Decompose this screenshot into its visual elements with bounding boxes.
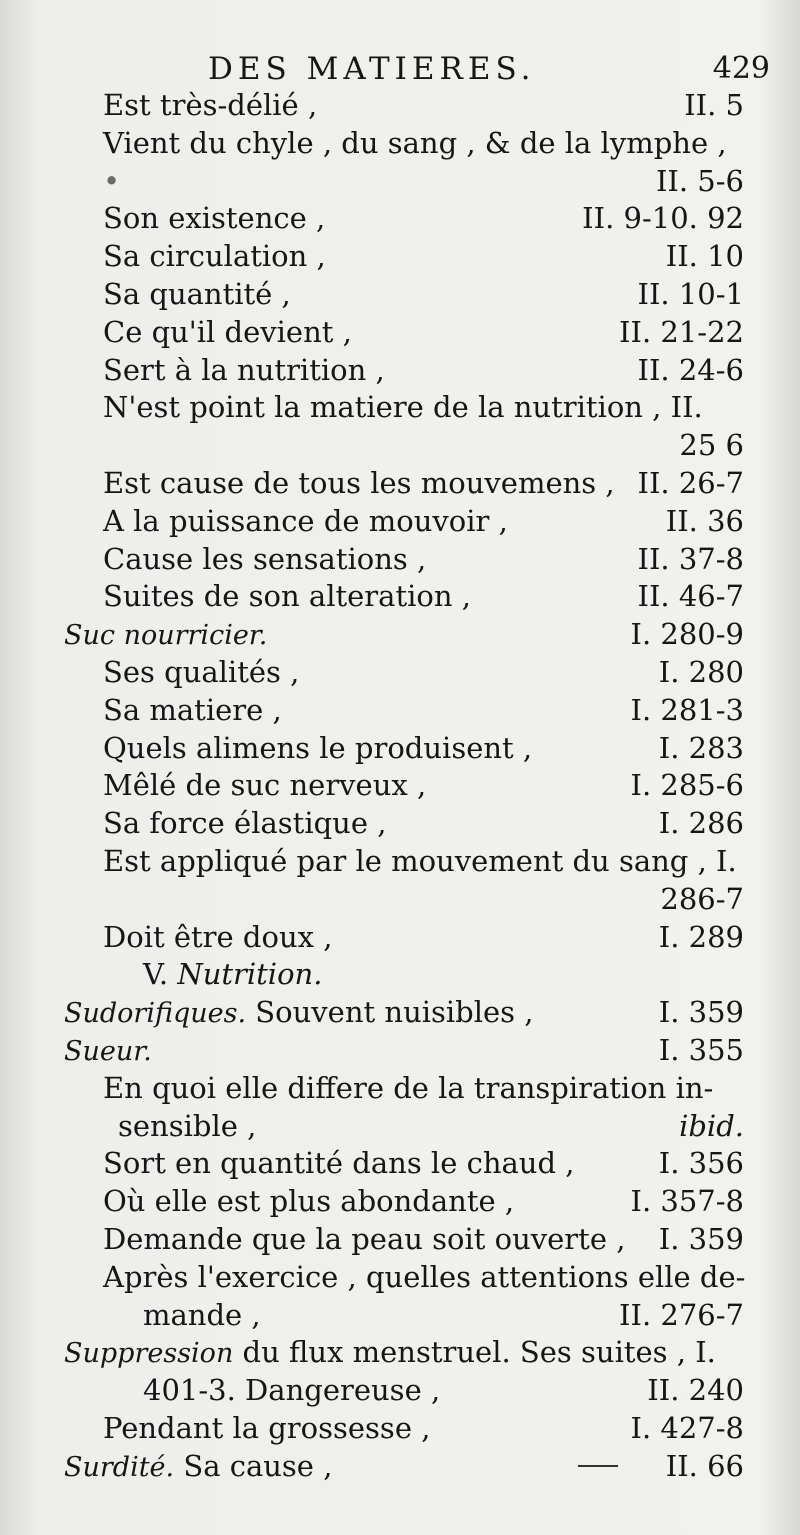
entry-text: Sert à la nutrition , <box>103 352 385 387</box>
entry-text: Ses qualités , <box>103 654 300 689</box>
entry-ref: II. 10-1 <box>637 276 744 311</box>
index-entry <box>0 503 800 541</box>
index-entry <box>0 1410 800 1448</box>
entry-text: Où elle est plus abondante , <box>103 1184 515 1219</box>
entry-ref: II. 240 <box>647 1373 744 1408</box>
entry-text: Doit être doux , <box>103 919 333 954</box>
heading-term: Sudorifiques. <box>64 998 247 1030</box>
entry-text: A la puissance de mouvoir , <box>103 503 508 538</box>
index-entry <box>0 1183 800 1221</box>
entry-ref: I. 285-6 <box>630 768 744 803</box>
entry-text: Mêlé de suc nerveux , <box>103 768 427 803</box>
index-entry <box>0 465 800 503</box>
entry-text: • <box>103 163 121 198</box>
entry-text: du flux menstruel. Ses suites , I. <box>233 1335 716 1370</box>
entry-ref: I. 283 <box>658 730 744 765</box>
index-entry <box>0 389 800 427</box>
entry-text: Cause les sensations , <box>103 541 427 576</box>
index-entry <box>0 730 800 768</box>
entry-ref: II. 36 <box>665 503 744 538</box>
entry-text: Demande que la peau soit ouverte , <box>103 1221 626 1256</box>
entry-text: Sa circulation , <box>103 239 326 274</box>
index-entry <box>0 767 800 805</box>
entry-text: Quels alimens le produisent , <box>103 730 533 765</box>
entry-ref: I. 280 <box>658 654 744 689</box>
running-header <box>0 48 800 90</box>
index-entry <box>0 919 800 957</box>
catchword-rule <box>578 1465 618 1467</box>
entry-ref: I. 355 <box>658 1032 744 1067</box>
index-entry <box>0 238 800 276</box>
entry-ref: ibid. <box>679 1108 744 1143</box>
entry-text: Sa quantité , <box>103 276 291 311</box>
entry-ref: I. 280-9 <box>630 617 744 652</box>
entry-text: Sa cause , <box>174 1448 333 1483</box>
entry-ref: I. 281-3 <box>630 692 744 727</box>
entry-text: Est cause de tous les mouvemens , <box>103 465 615 500</box>
page-number: 429 <box>712 51 770 86</box>
index-entry <box>0 125 800 163</box>
entry-text: mande , <box>143 1297 261 1332</box>
entry-text: Sa matiere , <box>103 692 282 727</box>
entry-text: Vient du chyle , du sang , & de la lymphe , <box>103 125 727 160</box>
index-entry <box>0 578 800 616</box>
entry-text: En quoi elle differe de la transpiration in- <box>103 1070 714 1105</box>
entry-text: Ce qu'il devient , <box>103 314 352 349</box>
entry-text: Suites de son alteration , <box>103 579 471 614</box>
cross-reference-term: Nutrition. <box>177 957 323 992</box>
entry-ref: I. 359 <box>658 995 744 1030</box>
index-entry <box>0 276 800 314</box>
index-entry <box>0 352 800 390</box>
entry-ref: II. 5 <box>684 88 744 122</box>
heading-term: Surdité. <box>64 1451 175 1483</box>
index-heading <box>0 616 800 654</box>
entry-ref: I. 289 <box>658 919 744 954</box>
entry-ref: 25 6 <box>679 428 744 463</box>
index-entries <box>0 87 800 1485</box>
entry-ref: II. 9-10. 92 <box>582 201 744 236</box>
entry-ref: II. 66 <box>665 1448 744 1483</box>
index-heading <box>0 1334 800 1372</box>
entry-text: Est très-délié , <box>103 88 318 122</box>
index-entry <box>0 1297 800 1335</box>
entry-text: Son existence , <box>103 201 326 236</box>
entry-ref: II. 37-8 <box>637 541 744 576</box>
heading-term: Suc nourricier. <box>64 620 268 652</box>
entry-ref: II. 21-22 <box>619 314 744 349</box>
entry-ref: II. 276-7 <box>619 1297 744 1332</box>
index-heading <box>0 994 800 1032</box>
entry-text: sensible , <box>118 1108 257 1143</box>
entry-ref: 286-7 <box>660 881 744 916</box>
index-entry <box>0 1108 800 1146</box>
entry-text: Après l'exercice , quelles attentions elle de- <box>103 1259 746 1294</box>
entry-text: Pendant la grossesse , <box>103 1410 431 1445</box>
entry-ref: II. 26-7 <box>637 465 744 500</box>
cross-reference <box>0 956 800 994</box>
index-entry <box>0 1259 800 1297</box>
entry-ref: I. 427-8 <box>630 1410 744 1445</box>
index-entry <box>0 654 800 692</box>
heading-term: Sueur. <box>64 1035 152 1067</box>
index-entry <box>0 1145 800 1183</box>
entry-text: Souvent nuisibles , <box>246 995 534 1030</box>
entry-text: N'est point la matiere de la nutrition , II. <box>103 390 703 425</box>
heading-term: Suppression <box>64 1338 234 1370</box>
entry-text: 401-3. Dangereuse , <box>143 1373 441 1408</box>
index-entry <box>0 427 800 465</box>
entry-text: Est appliqué par le mouvement du sang , I. <box>103 843 737 878</box>
entry-text: Sa force élastique , <box>103 806 387 841</box>
index-entry <box>0 1070 800 1108</box>
index-entry <box>0 87 800 125</box>
entry-text: V. <box>143 957 178 992</box>
index-entry <box>0 541 800 579</box>
entry-ref: I. 356 <box>658 1146 744 1181</box>
entry-ref: II. 24-6 <box>637 352 744 387</box>
index-entry <box>0 200 800 238</box>
entry-ref: I. 286 <box>658 806 744 841</box>
index-entry <box>0 1372 800 1410</box>
index-entry <box>0 692 800 730</box>
entry-ref: II. 46-7 <box>637 579 744 614</box>
entry-ref: II. 10 <box>665 239 744 274</box>
index-entry <box>0 314 800 352</box>
entry-ref: I. 357-8 <box>630 1184 744 1219</box>
index-entry <box>0 843 800 881</box>
entry-text: Sort en quantité dans le chaud , <box>103 1146 575 1181</box>
entry-ref: II. 5-6 <box>655 163 744 198</box>
index-heading <box>0 1448 800 1486</box>
index-entry <box>0 1221 800 1259</box>
index-entry <box>0 881 800 919</box>
index-entry <box>0 163 800 201</box>
entry-ref: I. 359 <box>658 1221 744 1256</box>
index-entry <box>0 805 800 843</box>
header-title: DES MATIERES. <box>208 51 536 87</box>
index-heading <box>0 1032 800 1070</box>
